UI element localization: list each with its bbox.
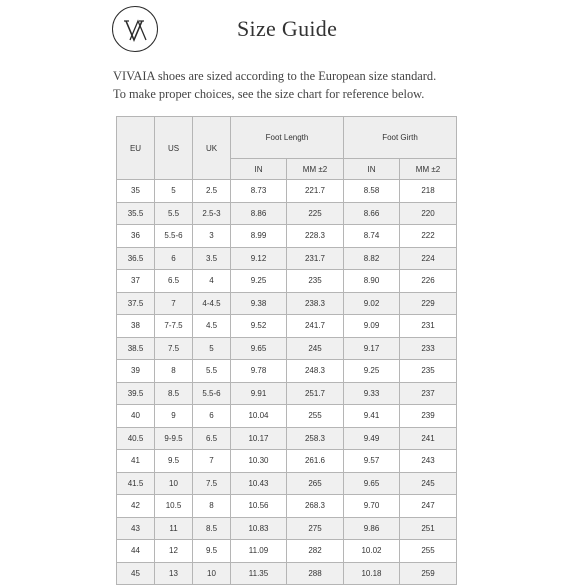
cell-uk: 3.5 <box>193 247 231 270</box>
cell-length-mm: 235 <box>287 270 344 293</box>
intro-line-1: VIVAIA shoes are sized according to the European size standard. <box>113 69 437 83</box>
cell-uk: 9.5 <box>193 540 231 563</box>
cell-length-in: 9.52 <box>231 315 287 338</box>
cell-girth-in: 9.49 <box>344 427 400 450</box>
cell-us: 12 <box>155 540 193 563</box>
cell-us: 7 <box>155 292 193 315</box>
col-header-eu: EU <box>117 117 155 180</box>
cell-length-mm: 248.3 <box>287 360 344 383</box>
cell-length-in: 9.78 <box>231 360 287 383</box>
cell-length-mm: 265 <box>287 472 344 495</box>
cell-eu: 45 <box>117 562 155 585</box>
cell-uk: 2.5-3 <box>193 202 231 225</box>
cell-girth-mm: 245 <box>400 472 457 495</box>
cell-us: 9 <box>155 405 193 428</box>
table-row <box>117 427 457 450</box>
size-chart-table <box>116 116 457 585</box>
cell-girth-mm: 259 <box>400 562 457 585</box>
cell-girth-in: 9.33 <box>344 382 400 405</box>
intro-text <box>113 67 473 103</box>
cell-girth-mm: 247 <box>400 495 457 518</box>
cell-us: 5 <box>155 180 193 203</box>
cell-eu: 39 <box>117 360 155 383</box>
cell-length-mm: 238.3 <box>287 292 344 315</box>
cell-length-in: 11.09 <box>231 540 287 563</box>
cell-uk: 4-4.5 <box>193 292 231 315</box>
table-row <box>117 247 457 270</box>
cell-girth-in: 8.74 <box>344 225 400 248</box>
cell-uk: 5.5-6 <box>193 382 231 405</box>
cell-length-mm: 282 <box>287 540 344 563</box>
cell-girth-in: 9.09 <box>344 315 400 338</box>
cell-length-in: 8.99 <box>231 225 287 248</box>
cell-girth-mm: 226 <box>400 270 457 293</box>
cell-us: 7-7.5 <box>155 315 193 338</box>
cell-length-in: 9.25 <box>231 270 287 293</box>
cell-uk: 6 <box>193 405 231 428</box>
cell-length-in: 10.43 <box>231 472 287 495</box>
cell-girth-mm: 235 <box>400 360 457 383</box>
intro-line-2: To make proper choices, see the size chart for reference below. <box>113 87 425 101</box>
cell-girth-in: 8.82 <box>344 247 400 270</box>
cell-length-mm: 221.7 <box>287 180 344 203</box>
cell-girth-in: 9.17 <box>344 337 400 360</box>
cell-eu: 44 <box>117 540 155 563</box>
cell-length-in: 9.12 <box>231 247 287 270</box>
cell-us: 10 <box>155 472 193 495</box>
table-row <box>117 270 457 293</box>
cell-girth-in: 9.25 <box>344 360 400 383</box>
table-row <box>117 517 457 540</box>
cell-girth-in: 10.18 <box>344 562 400 585</box>
col-header-uk: UK <box>193 117 231 180</box>
cell-girth-mm: 237 <box>400 382 457 405</box>
cell-eu: 43 <box>117 517 155 540</box>
cell-uk: 2.5 <box>193 180 231 203</box>
cell-girth-mm: 233 <box>400 337 457 360</box>
cell-eu: 35.5 <box>117 202 155 225</box>
table-row <box>117 540 457 563</box>
cell-us: 6 <box>155 247 193 270</box>
col-header-length-in: IN <box>231 159 287 180</box>
cell-uk: 6.5 <box>193 427 231 450</box>
cell-uk: 4 <box>193 270 231 293</box>
cell-length-in: 9.65 <box>231 337 287 360</box>
cell-girth-in: 9.02 <box>344 292 400 315</box>
cell-length-in: 10.30 <box>231 450 287 473</box>
cell-us: 8 <box>155 360 193 383</box>
cell-length-in: 8.86 <box>231 202 287 225</box>
cell-length-mm: 225 <box>287 202 344 225</box>
cell-girth-mm: 218 <box>400 180 457 203</box>
cell-length-mm: 251.7 <box>287 382 344 405</box>
cell-uk: 5.5 <box>193 360 231 383</box>
cell-us: 13 <box>155 562 193 585</box>
table-row <box>117 292 457 315</box>
cell-length-in: 11.35 <box>231 562 287 585</box>
cell-length-in: 10.83 <box>231 517 287 540</box>
cell-girth-in: 9.70 <box>344 495 400 518</box>
cell-length-mm: 275 <box>287 517 344 540</box>
cell-eu: 40.5 <box>117 427 155 450</box>
cell-eu: 41.5 <box>117 472 155 495</box>
cell-girth-mm: 220 <box>400 202 457 225</box>
vivaia-logo <box>112 6 158 52</box>
cell-eu: 40 <box>117 405 155 428</box>
cell-length-in: 10.56 <box>231 495 287 518</box>
cell-us: 10.5 <box>155 495 193 518</box>
cell-girth-mm: 222 <box>400 225 457 248</box>
cell-length-mm: 268.3 <box>287 495 344 518</box>
cell-us: 6.5 <box>155 270 193 293</box>
cell-length-mm: 228.3 <box>287 225 344 248</box>
table-row <box>117 562 457 585</box>
cell-eu: 38 <box>117 315 155 338</box>
cell-uk: 8.5 <box>193 517 231 540</box>
col-header-foot-girth: Foot Girth <box>344 117 457 159</box>
cell-eu: 37 <box>117 270 155 293</box>
cell-eu: 36.5 <box>117 247 155 270</box>
cell-length-mm: 231.7 <box>287 247 344 270</box>
cell-eu: 39.5 <box>117 382 155 405</box>
table-row <box>117 225 457 248</box>
cell-girth-mm: 229 <box>400 292 457 315</box>
col-header-us: US <box>155 117 193 180</box>
table-row <box>117 450 457 473</box>
cell-us: 7.5 <box>155 337 193 360</box>
cell-uk: 7.5 <box>193 472 231 495</box>
table-row <box>117 360 457 383</box>
cell-girth-in: 8.58 <box>344 180 400 203</box>
cell-uk: 8 <box>193 495 231 518</box>
table-row <box>117 382 457 405</box>
cell-us: 11 <box>155 517 193 540</box>
cell-girth-in: 9.41 <box>344 405 400 428</box>
cell-eu: 38.5 <box>117 337 155 360</box>
table-row <box>117 337 457 360</box>
cell-length-in: 9.38 <box>231 292 287 315</box>
cell-us: 9.5 <box>155 450 193 473</box>
cell-length-mm: 258.3 <box>287 427 344 450</box>
cell-us: 8.5 <box>155 382 193 405</box>
cell-length-mm: 245 <box>287 337 344 360</box>
cell-eu: 35 <box>117 180 155 203</box>
table-row <box>117 315 457 338</box>
cell-length-in: 9.91 <box>231 382 287 405</box>
cell-girth-mm: 251 <box>400 517 457 540</box>
cell-girth-mm: 224 <box>400 247 457 270</box>
cell-girth-in: 8.90 <box>344 270 400 293</box>
cell-girth-in: 9.86 <box>344 517 400 540</box>
col-header-length-mm: MM ±2 <box>287 159 344 180</box>
cell-us: 5.5-6 <box>155 225 193 248</box>
cell-eu: 42 <box>117 495 155 518</box>
cell-eu: 41 <box>117 450 155 473</box>
cell-uk: 7 <box>193 450 231 473</box>
col-header-girth-mm: MM ±2 <box>400 159 457 180</box>
cell-length-in: 10.04 <box>231 405 287 428</box>
page-title: Size Guide <box>237 16 338 41</box>
table-row <box>117 495 457 518</box>
cell-uk: 10 <box>193 562 231 585</box>
cell-girth-in: 8.66 <box>344 202 400 225</box>
table-row <box>117 202 457 225</box>
cell-eu: 36 <box>117 225 155 248</box>
cell-length-mm: 261.6 <box>287 450 344 473</box>
cell-us: 5.5 <box>155 202 193 225</box>
col-header-foot-length: Foot Length <box>231 117 344 159</box>
cell-girth-in: 9.65 <box>344 472 400 495</box>
cell-eu: 37.5 <box>117 292 155 315</box>
table-row <box>117 180 457 203</box>
table-row <box>117 405 457 428</box>
size-rows <box>117 180 457 585</box>
cell-girth-mm: 243 <box>400 450 457 473</box>
header-row <box>117 117 457 159</box>
col-header-girth-in: IN <box>344 159 400 180</box>
cell-girth-mm: 255 <box>400 540 457 563</box>
cell-us: 9-9.5 <box>155 427 193 450</box>
cell-girth-mm: 239 <box>400 405 457 428</box>
cell-uk: 5 <box>193 337 231 360</box>
logo-monogram-icon <box>113 7 159 53</box>
cell-girth-in: 10.02 <box>344 540 400 563</box>
cell-uk: 4.5 <box>193 315 231 338</box>
cell-length-mm: 255 <box>287 405 344 428</box>
cell-length-in: 8.73 <box>231 180 287 203</box>
cell-length-mm: 241.7 <box>287 315 344 338</box>
cell-girth-mm: 231 <box>400 315 457 338</box>
cell-girth-in: 9.57 <box>344 450 400 473</box>
cell-uk: 3 <box>193 225 231 248</box>
table-row <box>117 472 457 495</box>
cell-length-mm: 288 <box>287 562 344 585</box>
cell-length-in: 10.17 <box>231 427 287 450</box>
cell-girth-mm: 241 <box>400 427 457 450</box>
